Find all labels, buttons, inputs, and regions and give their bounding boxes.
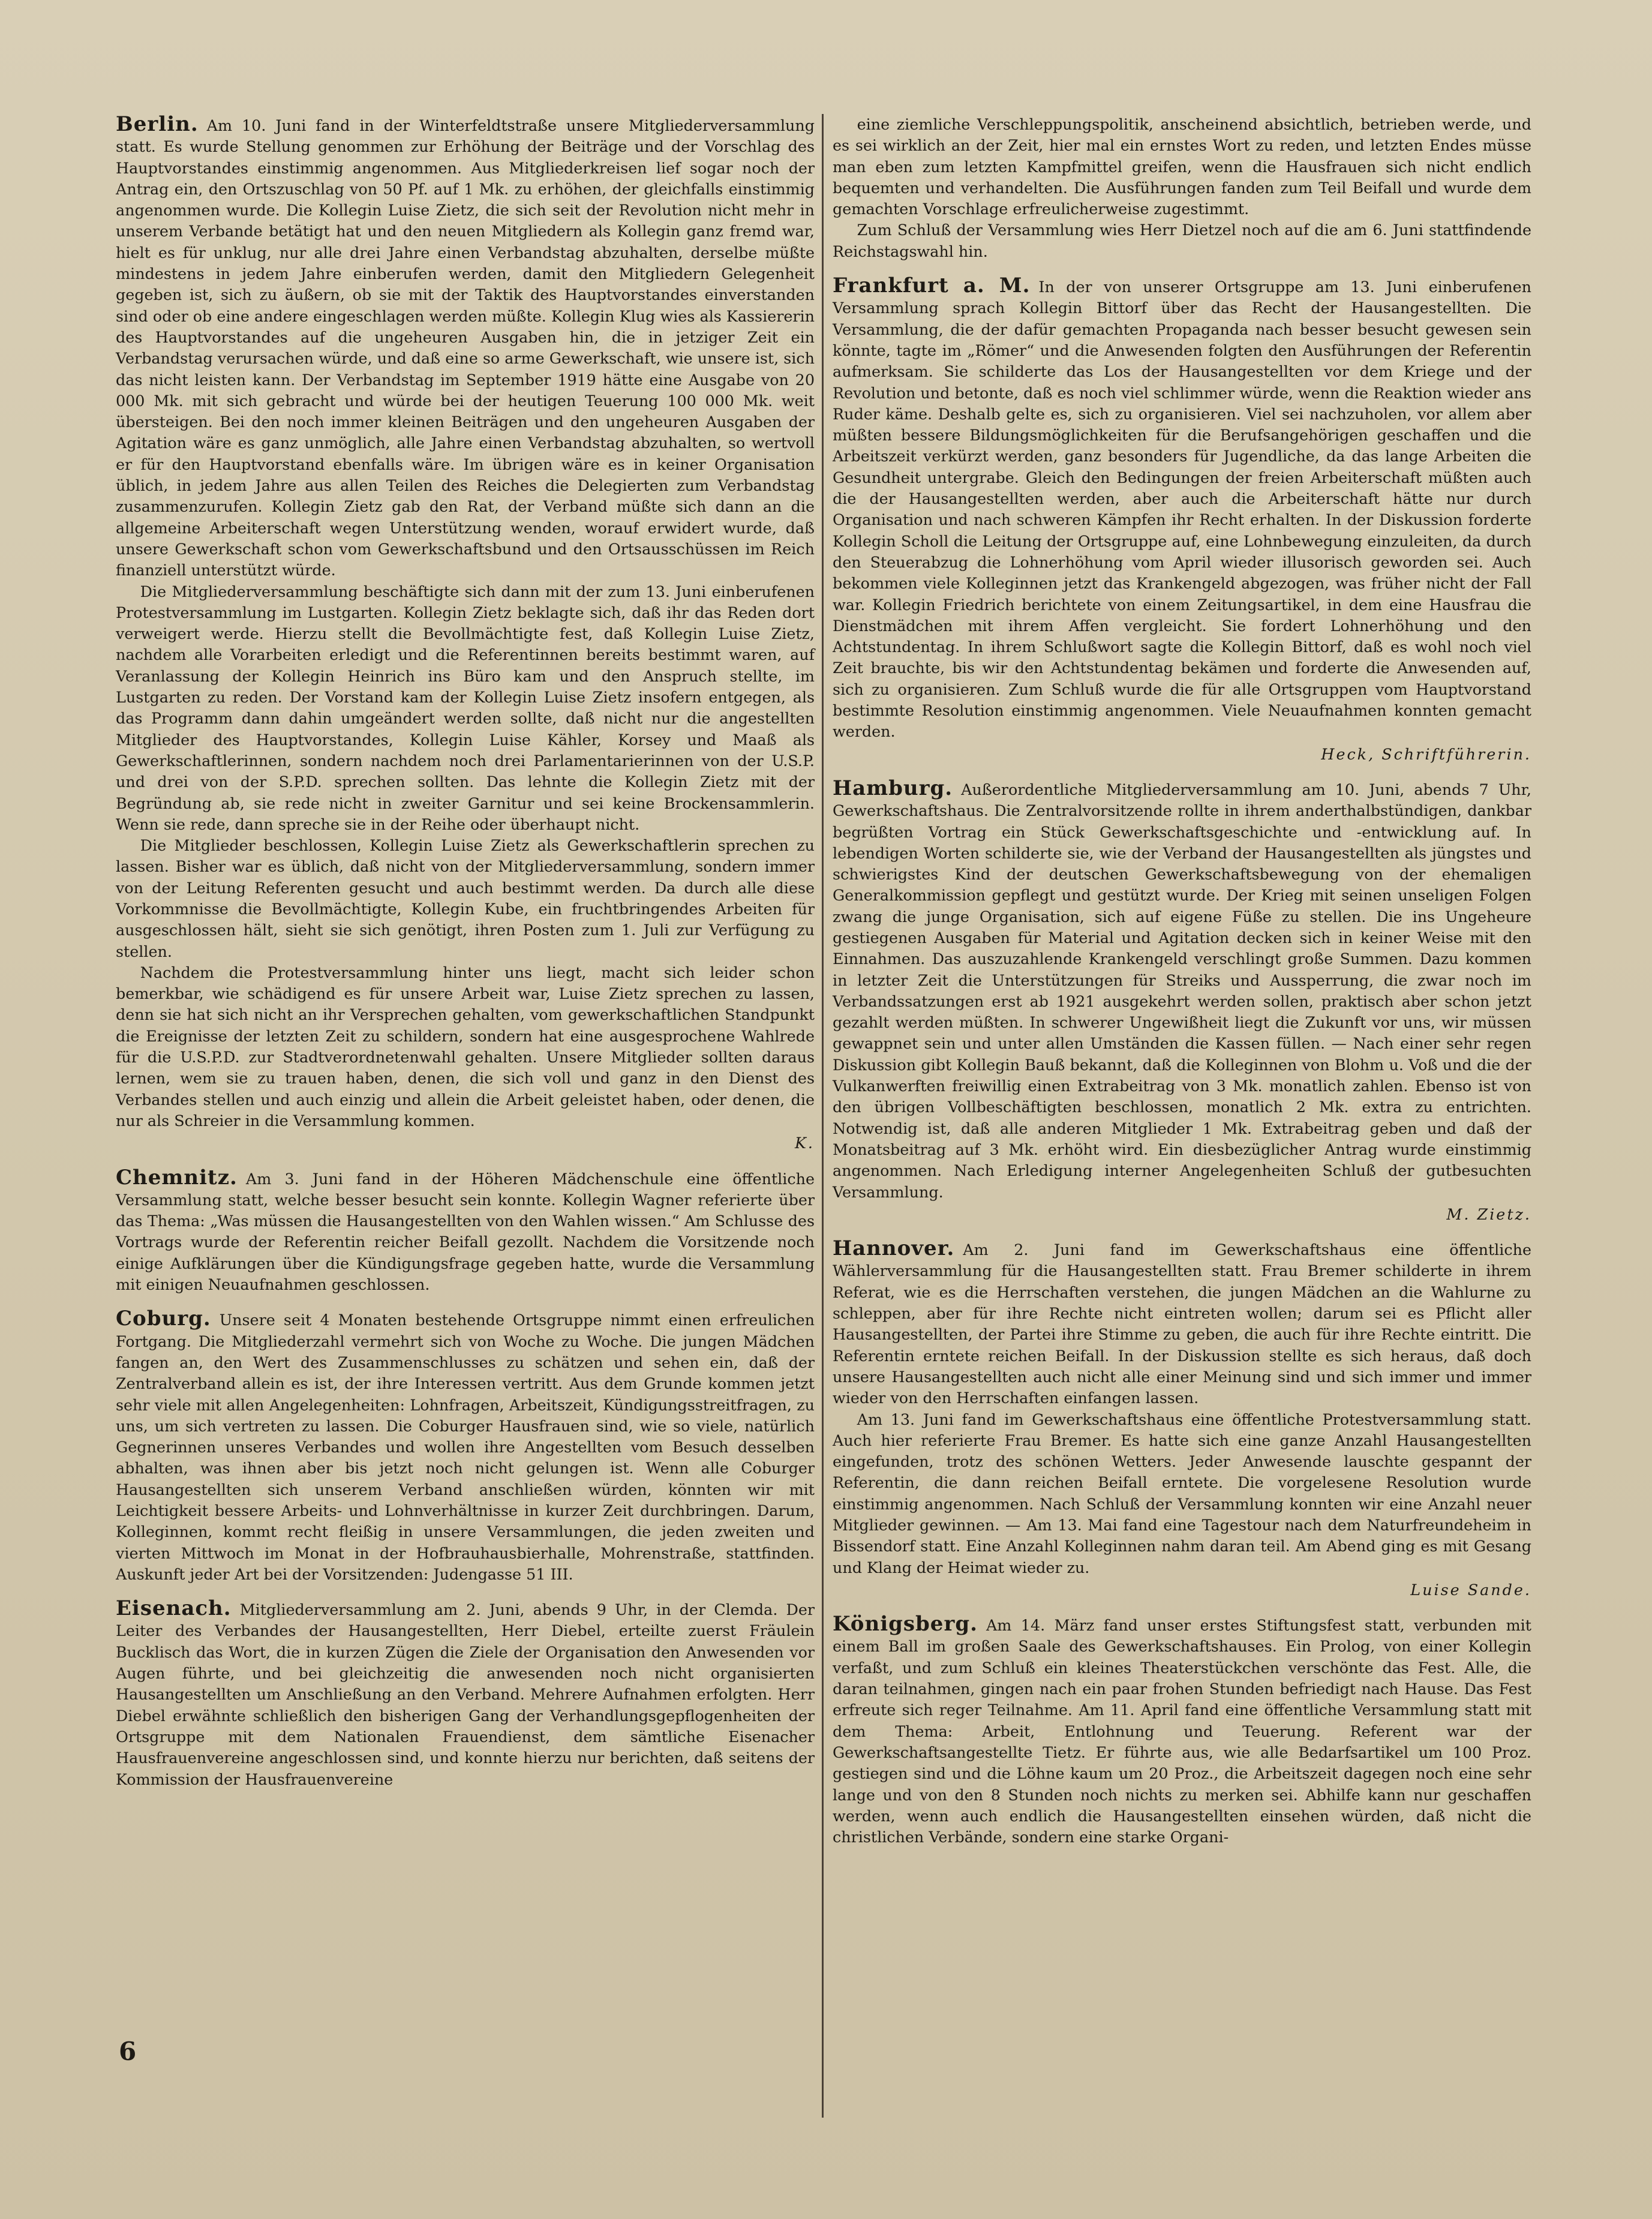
article-paragraph: [116, 1598, 815, 1790]
article-hannover: [833, 1238, 1531, 1601]
paragraph-text: Am 13. Juni fand im Gewerkschaftshaus eine öffentliche Protestversammlung statt. Auch hier referierte Frau Bremer. Es hatte sich eine ganze Anzahl Hausangestellten eingefunden, trotz des schönen Wetters. Jeder Anwesende lauschte gespannt der Referentin, die dann reichen Beifall erntete. Die vorgelesene Resolution wurde einstimmig angenommen. Nach Schluß der Versammlung konnten wir eine Anzahl neuer Mitglieder gewinnen. — Am 13. Mai fand eine Tagestour nach dem Naturfreundeheim in Bissendorf statt. Eine Anzahl Kolleginnen nahm daran teil. Am Abend ging es mit Gesang und Klang der Heimat wieder zu.: [833, 1410, 1531, 1577]
place-heading: Eisenach.: [116, 1596, 232, 1621]
article-paragraph: [833, 1409, 1531, 1578]
paragraph-text: Am 10. Juni fand in der Winterfeldtstraße unsere Mitgliederversammlung statt. Es wurde Stellung genommen zur Erhöhung der Beiträge und der Vorschlag des Hauptvorstandes einstimmig angenommen. Aus Mitgliederkreisen lief sogar noch der Antrag ein, den Ortszuschlag von 50 Pf. auf 1 Mk. zu erhöhen, der gleichfalls einstimmig angenommen wurde. Die Kollegin Luise Zietz, die sich seit der Revolution nicht mehr in unserem Verbande betätigt hat und den neuen Mitgliedern als Kollegin ganz fremd war, hielt es für unklug, nur alle drei Jahre einen Verbandstag abzuhalten, derselbe müßte mindestens in jedem Jahre einberufen werden, damit den Mitgliedern Gelegenheit gegeben ist, sich zu äußern, ob sie mit der Taktik des Hauptvorstandes einverstanden sind oder ob eine andere eingeschlagen werden müßte. Kollegin Klug wies als Kassiererin des Hauptvorstandes auf die ungeheuren Ausgaben hin, die in jetziger Zeit ein Verbandstag verursachen würde, und daß eine so arme Gewerkschaft, wie unsere ist, sich das nicht leisten kann. Der Verbandstag im September 1919 hätte eine Ausgabe von 20 000 Mk. mit sich gebracht und würde bei der heutigen Teuerung 100 000 Mk. weit übersteigen. Bei den noch immer kleinen Beiträgen und den ungeheuren Ausgaben der Agitation wäre es ganz unmöglich, alle Jahre einen Verbandstag abzuhalten, so wertvoll er für den Hauptvorstand ebenfalls wäre. Im übrigen wäre es in keiner Organisation üblich, in jedem Jahre aus allen Teilen des Reiches die Delegierten zum Verbandstag zusammenzurufen. Kollegin Zietz gab den Rat, der Verband müßte sich dann an die allgemeine Arbeiterschaft wegen Unterstützung wenden, worauf erwidert wurde, daß unsere Gewerkschaft schon vom Gewerkschaftsbund und den Ortsausschüssen im Reich finanziell unterstützt würde.: [116, 116, 815, 579]
paragraph-text: Am 2. Juni fand im Gewerkschaftshaus eine öffentliche Wählerversammlung für die Hausangestellten statt. Frau Bremer schilderte in ihrem Referat, wie es die Herrschaften verstehen, die jungen Mädchen an die Wahlurne zu schleppen, aber für ihre Rechte nicht eintreten wollen; darum sei es Pflicht aller Hausangestellten, der Partei ihre Stimme zu geben, die auch für ihre Rechte eintritt. Die Referentin erntete reichen Beifall. In der Diskussion stellte es sich heraus, daß doch unsere Hausangestellten auch nicht alle einer Meinung sind und sich immer und immer wieder von den Herrschaften einfangen lassen.: [833, 1241, 1531, 1407]
article-paragraph: [116, 1167, 815, 1296]
article-paragraph: [833, 1614, 1531, 1848]
place-heading: Coburg.: [116, 1307, 211, 1331]
article-berlin: [116, 114, 815, 1154]
article-signature: M. Zietz.: [1446, 1205, 1531, 1223]
paragraph-text: eine ziemliche Verschleppungspolitik, anscheinend absichtlich, betrieben werde, und es sei wirklich an der Zeit, hier mal ein ernstes Wort zu reden, und letzten Endes müsse man eben zum letzten Kampfmittel greifen, wenn die Hausfrauen sich nicht endlich bequemten und verhandelten. Die Ausführungen fanden zum Teil Beifall und wurde dem gemachten Vorschlage erfreulicherweise zugestimmt.: [833, 115, 1531, 218]
article-königsberg: [833, 1614, 1531, 1848]
place-heading: Königsberg.: [833, 1612, 978, 1637]
paragraph-text: Nachdem die Protestversammlung hinter uns liegt, macht sich leider schon bemerkbar, wie schädigend es für unsere Arbeit war, Luise Zietz sprechen zu lassen, denn sie hat sich nicht an ihr Versprechen gehalten, vom gewerkschaftlichen Standpunkt die Ereignisse der letzten Zeit zu schildern, sondern hat eine ausgesprochene Wahlrede für die U.S.P.D. zur Stadtverordnetenwahl gehalten. Unsere Mitglieder sollten daraus lernen, wem sie zu trauen haben, denen, die sich voll und ganz in den Dienst des Verbandes stellen und auch einzig und allein die Arbeit geleistet haben, oder denen, die nur als Schreier in die Versammlung kommen.: [116, 963, 815, 1130]
paragraph-text: Unsere seit 4 Monaten bestehende Ortsgruppe nimmt einen erfreulichen Fortgang. Die Mitgliederzahl vermehrt sich von Woche zu Woche. Die jungen Mädchen fangen an, den Wert des Zusammenschlusses zu schätzen und sehen ein, daß der Zentralverband allein es ist, der ihre Interessen vertritt. Aus dem Grunde kommen jetzt sehr viele mit allen Angelegenheiten: Lohnfragen, Arbeitszeit, Kündigungsstreitfragen, zu uns, um sich vertreten zu lassen. Die Coburger Hausfrauen sind, wie so viele, natürlich Gegnerinnen unseres Verbandes und wollen ihre Angestellten vom Besuch desselben abhalten, was ihnen aber bis jetzt noch nicht gelungen ist. Wenn alle Coburger Hausangestellten sich unserem Verband anschließen würden, könnten wir mit Leichtigkeit bessere Arbeits- und Lohnverhältnisse in kurzer Zeit durchbringen. Darum, Kolleginnen, kommt recht fleißig in unsere Versammlungen, die jeden zweiten und vierten Mittwoch im Monat in der Hofbrauhausbierhalle, Mohrenstraße, stattfinden. Auskunft jeder Art bei der Vorsitzenden: Judengasse 51 III.: [116, 1311, 815, 1583]
article-paragraph: [833, 1238, 1531, 1409]
paragraph-text: Zum Schluß der Versammlung wies Herr Dietzel noch auf die am 6. Juni stattfindende Reichstagswahl hin.: [833, 221, 1531, 260]
article-signature: Luise Sande.: [1410, 1580, 1531, 1599]
article-paragraph: [116, 114, 815, 581]
article-frankfurt-a-m: [833, 275, 1531, 765]
paragraph-text: Außerordentliche Mitgliederversammlung am 10. Juni, abends 7 Uhr, Gewerkschaftshaus. Die Zentralvorsitzende rollte in ihrem anderthalbstündigen, dankbar begrüßten Vortrag ein Stück Gewerkschaftsgeschichte und -entwicklung auf. In lebendigen Worten schilderte sie, wie der Verband der Hausangestellten als jüngstes und schwierigstes Kind der deutschen Gewerkschaftsbewegung von der ehemaligen Generalkommission gepflegt und gestützt wurde. Der Krieg mit seinen unseligen Folgen zwang die junge Organisation, sich auf eigene Füße zu stellen. Die ins Ungeheure gestiegenen Ausgaben für Material und Agitation decken sich in keiner Weise mit den Einnahmen. Das auszuzahlende Krankengeld verschlingt große Summen. Dazu kommen in letzter Zeit die Unterstützungen für Streiks und Aussperrung, die zwar noch im Verbandssatzungen erst ab 1921 ausgekehrt werden sollen, praktisch aber schon jetzt gezahlt werden müßten. In schwerer Ungewißheit liegt die Zukunft vor uns, wir müssen gewappnet sein und unter allen Umständen die Kassen füllen. — Nach einer sehr regen Diskussion gibt Kollegin Bauß bekannt, daß die Kolleginnen von Blohm u. Voß und die der Vulkanwerften freiwillig einen Extrabeitrag von 3 Mk. monatlich zahlen. Ebenso ist von den übrigen Vollbeschäftigten beschlossen, monatlich 2 Mk. extra zu entrichten. Notwendig ist, daß alle anderen Mitglieder 1 Mk. Extrabeitrag geben und daß der Monatsbeitrag auf 3 Mk. erhöht wird. Ein diesbezüglicher Antrag wurde einstimmig angenommen. Nach Erledigung interner Angelegenheiten Schluß der gutbesuchten Versammlung.: [833, 780, 1531, 1201]
article-paragraph: [116, 962, 815, 1131]
article-paragraph: [833, 275, 1531, 743]
paragraph-text: In der von unserer Ortsgruppe am 13. Juni einberufenen Versammlung sprach Kollegin Bittorf über das Recht der Hausangestellten. Die Versammlung, die der dafür gemachten Propaganda nach besser besucht gewesen sein könnte, tagte im „Römer“ und die Anwesenden folgten den Ausführungen der Referentin aufmerksam. Sie schilderte das Los der Hausangestellten vor dem Kriege und der Revolution und betonte, daß es noch viel schlimmer würde, wenn die Reaktion wieder ans Ruder käme. Deshalb gelte es, sich zu organisieren. Viel sei nachzuholen, vor allem aber müßten bessere Bildungsmöglichkeiten für die Berufsangehörigen geschaffen und die Arbeitszeit verkürzt werden, ganz besonders für Jugendliche, da das lange Arbeiten die Gesundheit untergrabe. Gleich den Bedingungen der freien Arbeiterschaft müßten auch die der Hausangestellten werden, aber auch die Arbeiterschaft hätte nur durch Organisation und nach schweren Kämpfen ihr Recht erhalten. In der Diskussion forderte Kollegin Scholl die Leitung der Ortsgruppe auf, eine Lohnbewegung einzuleiten, da durch den Steuerabzug die Lohnerhöhung vom April wieder illusorisch geworden sei. Auch bekommen viele Kolleginnen jetzt das Krankengeld abgezogen, was früher nicht der Fall war. Kollegin Friedrich berichtete von einem Zeitungsartikel, in dem eine Hausfrau die Dienstmädchen mit ihrem Affen vergleicht. Sie fordert Lohnerhöhung und den Achtstundentag. In ihrem Schlußwort sagte die Kollegin Bittorf, daß es wohl noch viel Zeit brauchte, bis wir den Achtstundentag bekämen und forderte die Anwesenden auf, sich zu organisieren. Zum Schluß wurde die für alle Ortsgruppen vom Hauptvorstand bestimmte Resolution einstimmig angenommen. Viele Neuaufnahmen konnten gemacht werden.: [833, 278, 1531, 741]
article-chemnitz: [116, 1167, 815, 1296]
article-paragraph: [833, 220, 1531, 262]
place-heading: Frankfurt a. M.: [833, 274, 1031, 298]
article-hamburg: [833, 778, 1531, 1225]
paragraph-text: Am 3. Juni fand in der Höheren Mädchenschule eine öffentliche Versammlung statt, welche besser besucht sein konnte. Kollegin Wagner referierte über das Thema: „Was müssen die Hausangestellten von den Wahlen wissen.“ Am Schlusse des Vortrags wurde der Referentin reicher Beifall gezollt. Nachdem die Vorsitzende noch einige Aufklärungen über die Kündigungsfrage gegeben hatte, wurde die Versammlung mit einigen Neuaufnahmen geschlossen.: [116, 1169, 815, 1294]
article-signature: Heck, Schriftführerin.: [1321, 744, 1531, 763]
article-eisenach: [116, 1598, 815, 1790]
article-paragraph: [833, 778, 1531, 1203]
column-divider: [822, 114, 824, 2118]
place-heading: Berlin.: [116, 112, 199, 136]
page-number: 6: [119, 2037, 137, 2066]
paragraph-text: Mitgliederversammlung am 2. Juni, abends 9 Uhr, in der Clemda. Der Leiter des Verbandes der Hausangestellten, Herr Diebel, erteilte zuerst Fräulein Bucklisch das Wort, die in kurzen Zügen die Ziele der Organisation den Anwesenden vor Augen führte, und bei gleichzeitig die anwesenden noch nicht organisierten Hausangestellten um Anschließung an den Verband. Mehrere Aufnahmen erfolgten. Herr Diebel erwähnte schließlich den bisherigen Gang der Verhandlungsgepflogenheiten der Ortsgruppe mit dem Nationalen Frauendienst, dem sämtliche Eisenacher Hausfrauenvereine angeschlossen sind, und konnte hierzu nur berichten, daß seitens der Kommission der Hausfrauenvereine: [116, 1601, 815, 1788]
article-coburg: [116, 1308, 815, 1585]
paragraph-text: Die Mitgliederversammlung beschäftigte sich dann mit der zum 13. Juni einberufenen Protestversammlung im Lustgarten. Kollegin Zietz beklagte sich, daß ihr das Reden dort verweigert werde. Hierzu stellt die Bevollmächtigte fest, daß Kollegin Luise Zietz, nachdem alle Vorarbeiten erledigt und die Referentinnen bereits bestimmt waren, auf Veranlassung der Kollegin Heinrich ins Büro kam und den Anspruch stellte, im Lustgarten zu reden. Der Vorstand kam der Kollegin Luise Zietz insofern entgegen, als das Programm dann dahin umgeändert werden sollte, daß nicht nur die angestellten Mitglieder des Hauptvorstandes, Kollegin Luise Kähler, Korsey und Maaß als Gewerkschaftlerinnen, sondern nachdem noch drei Parlamentarierinnen von der U.S.P. und drei von der S.P.D. sprechen sollten. Das lehnte die Kollegin Zietz mit der Begründung ab, sie rede nicht in zweiter Garnitur und sei keine Brockensammlerin. Wenn sie rede, dann spreche sie in der Reihe oder überhaupt nicht.: [116, 582, 815, 833]
place-heading: Hannover.: [833, 1236, 955, 1261]
place-heading: Hamburg.: [833, 776, 953, 800]
left-column: [116, 114, 815, 1803]
article-signature: K.: [794, 1134, 815, 1152]
article-paragraph: [116, 835, 815, 962]
paragraph-text: Die Mitglieder beschlossen, Kollegin Luise Zietz als Gewerkschaftlerin sprechen zu lassen. Bisher war es üblich, daß nicht von der Mitgliederversammlung, sondern immer von der Leitung Referenten gesucht und auch bestimmt werden. Da durch alle diese Vorkommnisse die Bevollmächtigte, Kollegin Kube, ein fruchtbringendes Arbeiten für ausgeschlossen hält, sieht sie sich genötigt, ihren Posten zum 1. Juli zur Verfügung zu stellen.: [116, 836, 815, 960]
paragraph-text: Am 14. März fand unser erstes Stiftungsfest statt, verbunden mit einem Ball im großen Saale des Gewerkschaftshauses. Ein Prolog, von einer Kollegin verfaßt, und zum Schluß ein kleines Theaterstückchen verschönte das Fest. Alle, die daran teilnahmen, gingen nach ein paar frohen Stunden befriedigt nach Hause. Das Fest erfreute sich reger Teilnahme. Am 11. April fand eine öffentliche Versammlung statt mit dem Thema: Arbeit, Entlohnung und Teuerung. Referent war der Gewerkschaftsangestellte Tietz. Er führte aus, wie alle Bedarfsartikel um 100 Proz. gestiegen sind und die Löhne kaum um 20 Proz., die Arbeitszeit dagegen noch eine sehr lange und von den 8 Stunden noch nichts zu merken sei. Abhilfe kann nur geschaffen werden, wenn auch endlich die Hausangestellten einsehen würden, daß nicht die christlichen Verbände, sondern eine starke Organi-: [833, 1616, 1531, 1846]
place-heading: Chemnitz.: [116, 1165, 238, 1190]
article-paragraph: [833, 114, 1531, 220]
article-continued: [833, 114, 1531, 262]
article-paragraph: [116, 581, 815, 836]
article-paragraph: [116, 1308, 815, 1585]
right-column: [833, 114, 1531, 1861]
